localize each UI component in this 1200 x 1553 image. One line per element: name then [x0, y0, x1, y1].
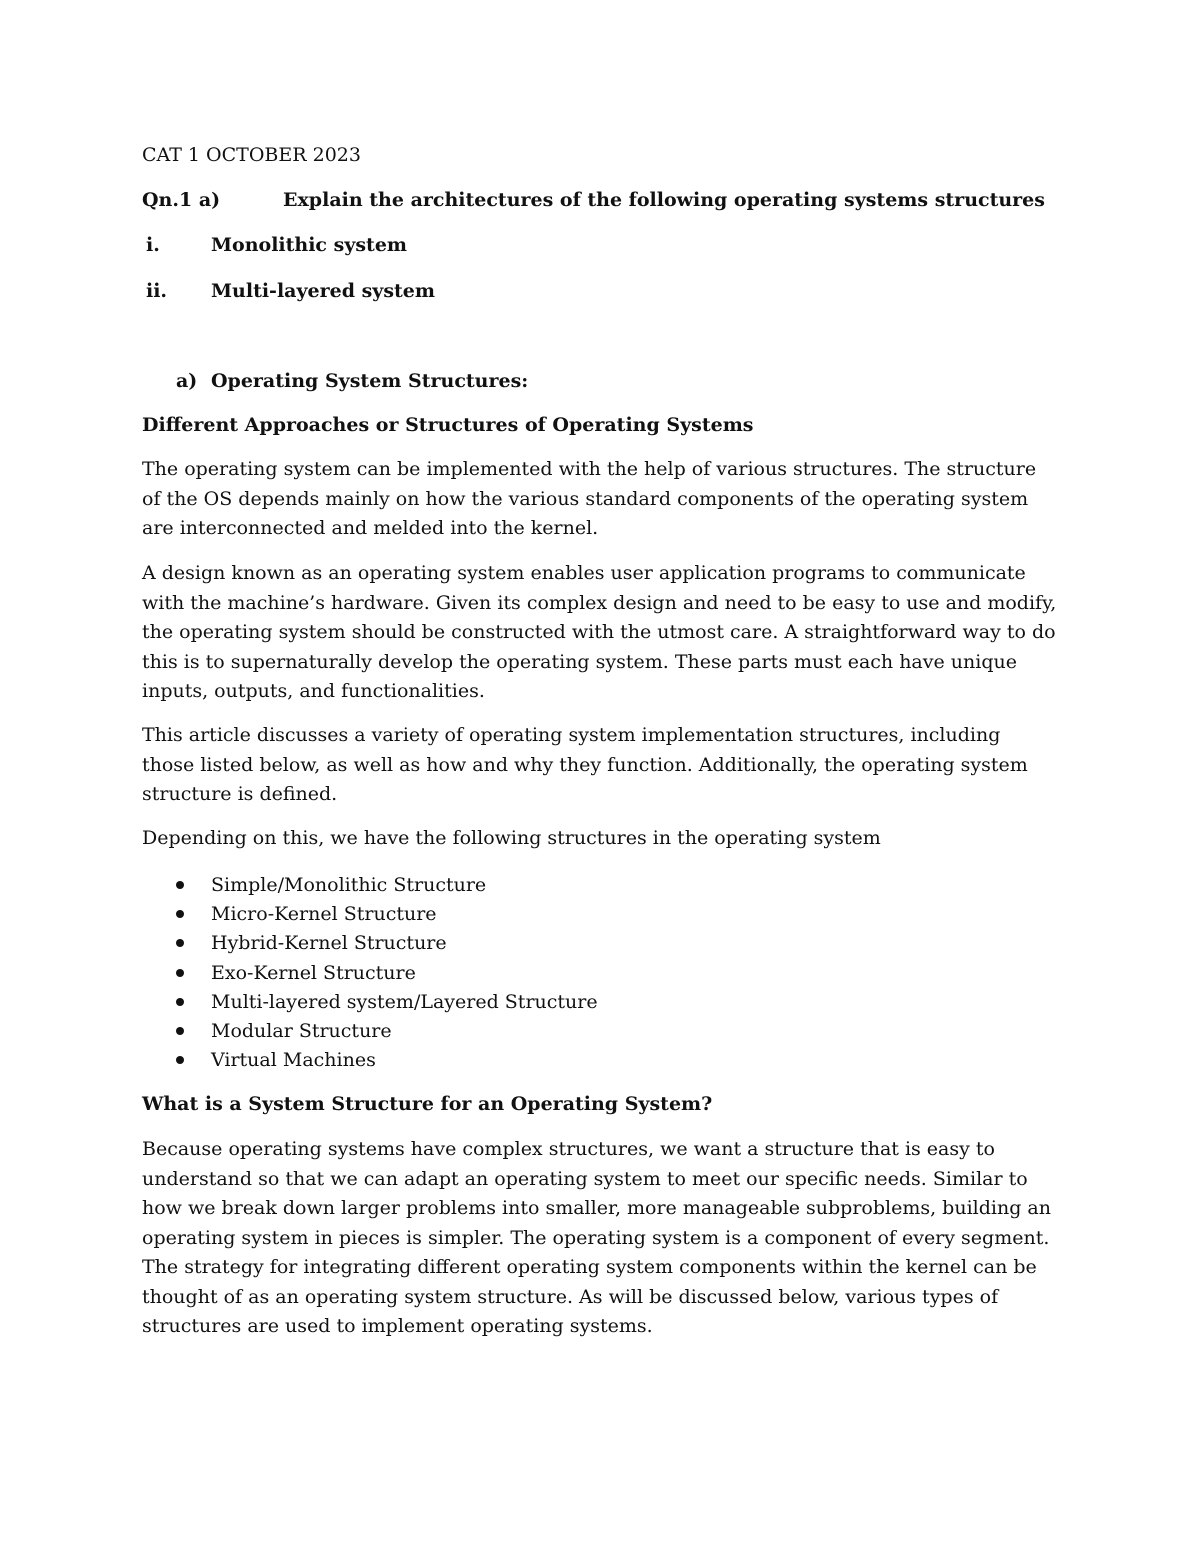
answer-title: Operating System Structures: [211, 370, 529, 392]
question-item-label: Multi-layered system [211, 280, 436, 302]
bullet-icon [176, 1056, 184, 1064]
bullet-icon [176, 910, 184, 918]
bullet-icon [176, 998, 184, 1006]
question-number: Qn.1 a) [142, 189, 221, 211]
question-item-number: i. [146, 234, 160, 256]
bullet-icon [176, 939, 184, 947]
page-heading: CAT 1 OCTOBER 2023 [142, 144, 361, 166]
bullet-icon [176, 1027, 184, 1035]
answer-marker: a) [176, 370, 198, 392]
bullet-icon [176, 969, 184, 977]
question-item-number: ii. [146, 280, 168, 302]
paragraph: This article discusses a variety of operating system implementation structures, including those listed below, as well as how and why they function. Additionally, the operating system structure is defined. [142, 724, 1028, 805]
section-heading: What is a System Structure for an Operating System? [142, 1093, 713, 1115]
paragraph: Depending on this, we have the following structures in the operating system [142, 827, 881, 849]
bullet-icon [176, 881, 184, 889]
question-text: Explain the architectures of the following operating systems structures [283, 189, 1045, 211]
paragraph: Because operating systems have complex structures, we want a structure that is easy to understand so that we can adapt an operating system to meet our specific needs. Similar to how we break down larger problems into smaller, more manageable subproblems, building an operating system in pieces is simpler. The operating system is a component of every segment. The strategy for integrating different operating system components within the kernel can be thought of as an operating system structure. As will be discussed below, various types of structures are used to implement operating systems. [142, 1138, 1051, 1337]
section-subheading: Different Approaches or Structures of Operating Systems [142, 414, 754, 436]
paragraph: A design known as an operating system enables user application programs to communicate with the machine’s hardware. Given its complex design and need to be easy to use and modify, the operating system should be constructed with the utmost care. A straightforward way to do this is to supernaturally develop the operating system. These parts must each have unique inputs, outputs, and functionalities. [142, 562, 1057, 702]
question-item-label: Monolithic system [211, 234, 408, 256]
document-page: CAT 1 OCTOBER 2023 Qn.1 a) Explain the architectures of the following operating systems structures i. Monolithic system ii. Multi-layered system a) Operating System Structures: Different Approaches or Structures of Operating Systems The operating system can be implemented with the help of various structures. The structure of the OS depends mainly on how the various standard components of the operating system are interconnected and melded into the kernel. A design known as an operating system enables user application programs to communicate with the machine’s hardware. Given its complex design and need to be easy to use and modify, the operating system should be constructed with the utmost care. A straightforward way to do this is to supernaturally develop the operating system. These parts must each have unique inputs, outputs, and functionalities. This article discusses a variety of operating system implementation structures, including those listed below, as well as how and why they function. Additionally, the operating system structure is defined. Depending on this, we have the following structures in the operating system Simple/Monolithic Structure Micro-Kernel Structure Hybrid-Kernel Structure Exo-Kernel Structure Multi-layered system/Layered Structure Modular Structure Virtual Machines What is a System Structure for an Operating System? Because operating systems have complex structures, we want a structure that is easy to understand so that we can adapt an operating system to meet our specific needs. Similar to how we break down larger problems into smaller, more manageable subproblems, building an operating system in pieces is simpler. The operating system is a component of every segment. The strategy for integrating different operating system components within the kernel can be thought of as an operating system structure. As will be discussed below, various types of structures are used to implement operating systems. [0, 0, 1200, 1553]
paragraph: The operating system can be implemented with the help of various structures. The structure of the OS depends mainly on how the various standard components of the operating system are interconnected and melded into the kernel. [142, 458, 1037, 539]
